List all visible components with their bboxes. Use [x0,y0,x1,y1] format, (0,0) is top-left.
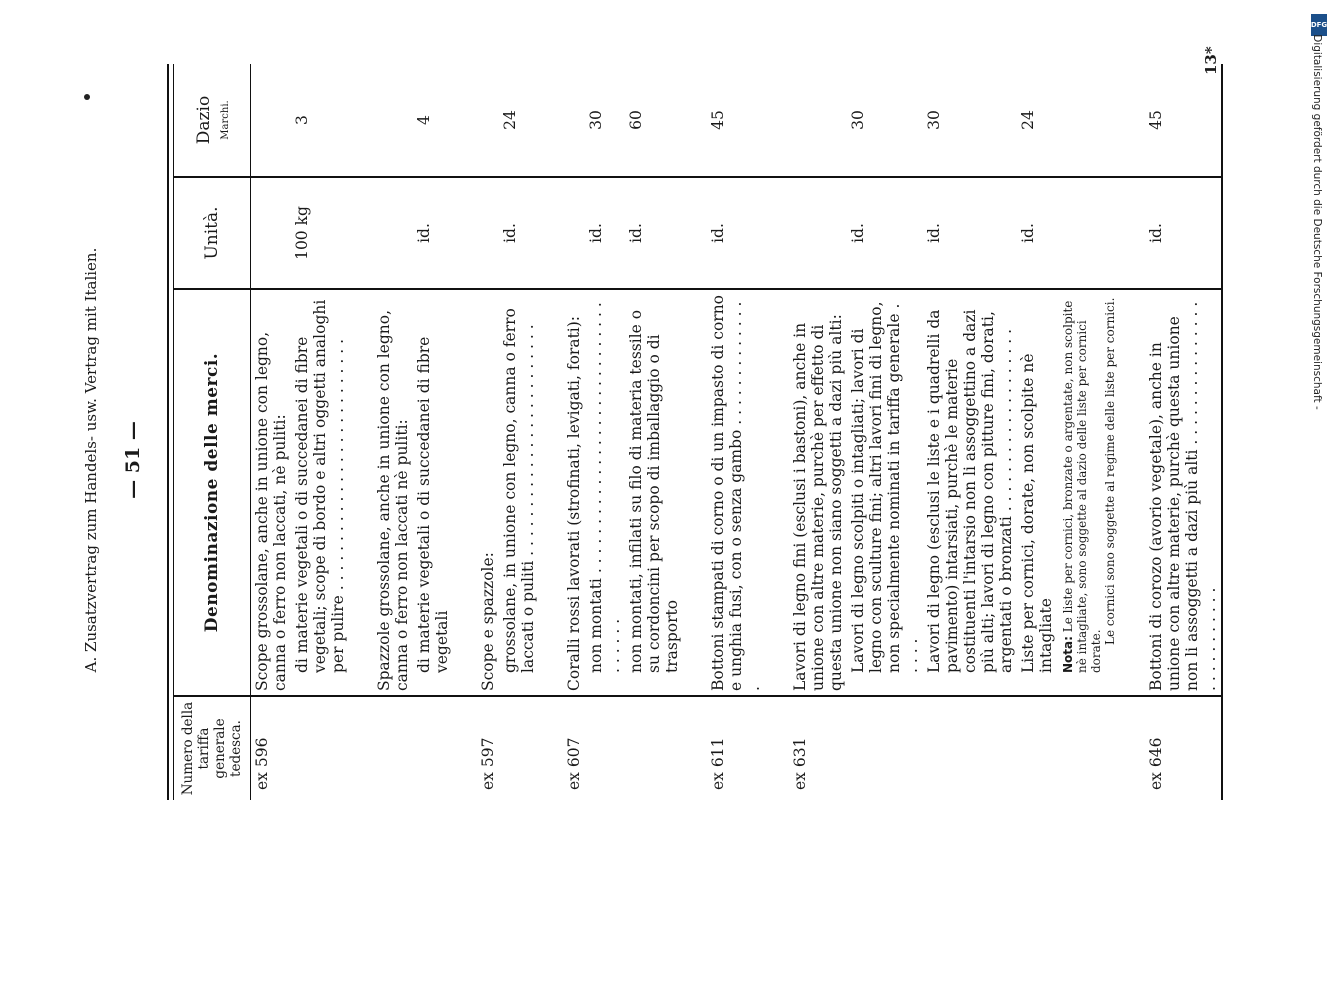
spacer-cell [453,289,477,696]
tariff-number: ex 597 [479,737,497,790]
duty-value: 30 [847,64,923,177]
spacer-cell [683,177,707,289]
running-head: A. Zusatzvertrag zum Handels- usw. Vertrag mit Italien. [82,247,100,673]
unit-value: id. [847,177,923,289]
duty-value [373,64,413,177]
goods-description: Scope grossolane, anche in unione con legno, canna o ferro non laccati, nè puliti: [251,289,292,696]
tariff-number [923,696,1017,800]
tariff-number [847,696,923,800]
unit-value [789,177,847,289]
unit-value [251,177,292,289]
duty-value: 30 [923,64,1017,177]
duty-value: 45 [707,64,765,177]
duty-value: 30 [585,64,625,177]
tariff-number: ex 607 [565,737,583,790]
header-number: Numero della tariffa generale tedesca. [174,696,251,800]
spacer-cell [765,64,789,177]
spacer-cell [349,289,373,696]
spacer-cell [683,289,707,696]
goods-description: Coralli rossi lavorati (strofinati, levigati, forati): [563,289,585,696]
duty-value [251,64,292,177]
footnote-mark: 13* [1202,46,1220,75]
header-unit: Unità. [174,177,251,289]
goods-description: Scope e spazzole: [477,289,499,696]
spacer-cell [453,177,477,289]
digitization-credit-sidebar [1307,6,1331,996]
row-spacer [453,64,477,800]
table-row [625,64,683,800]
tariff-number [413,696,453,800]
nota-empty-unit [1057,177,1121,289]
nota-text-2: Le cornici sono soggette al regime delle liste per cornici. [1103,297,1117,645]
spacer-cell [765,696,789,800]
table-row [585,64,625,800]
unit-value: id. [707,177,765,289]
goods-description: Lavori di legno fini (esclusi i bastoni), anche in unione con altre materie, purchè per effetto di questa unione non siano soggetti a dazi più alti: [789,289,847,696]
spacer-cell [1121,64,1145,177]
spacer-cell [349,696,373,800]
goods-description: Lavori di legno (esclusi le liste e i quadrelli da pavimento) intarsiati, purchè le materie costituenti l'intarsio non li assoggettino a dazi più alti; lavori di legno con pitture fini, dorati, argentati o bronzati . . . . . . . . . . . . . . . . . . . [923,289,1017,696]
tariff-number: ex 611 [709,737,727,790]
goods-description: di materie vegetali o di succedanei di fibre vegetali [413,289,453,696]
tariff-number: ex 646 [1145,696,1222,800]
tariff-number [373,696,413,800]
goods-description: Bottoni di corozo (avorio vegetale), anche in unione con altre materie, purchè questa unione non li assoggetti a dazi più alti . . . . . . . . . . . . . . . . . . . . . . . . . . [1145,289,1222,696]
goods-description: non montati, infilati su filo di materia tessile o su cordoncini per scopo di imballaggio o di trasporto [625,289,683,696]
unit-value [563,177,585,289]
duty-value: 45 [1145,64,1222,177]
spacer-cell [765,289,789,696]
duty-value: 24 [499,64,539,177]
tariff-number [585,696,625,800]
duty-value [789,64,847,177]
nota-cell [1057,289,1121,696]
table-top-rule [167,64,174,800]
table-row [1017,64,1057,800]
table-row [789,64,847,800]
unit-value: id. [499,177,539,289]
spacer-cell [453,64,477,177]
duty-value: 4 [413,64,453,177]
duty-value: 3 [291,64,349,177]
spacer-cell [539,177,563,289]
nota-row [1057,64,1121,800]
row-spacer [349,64,373,800]
goods-description: Bottoni stampati di corno o di un impasto di corno e unghia fusi, con o senza gambo . . . . . . . . . . . . . . [707,289,765,696]
goods-description: Liste per cornici, dorate, non scolpite nè intagliate [1017,289,1057,696]
unit-value: id. [585,177,625,289]
tariff-number [625,696,683,800]
spacer-cell [349,64,373,177]
goods-description: di materie vegetali o di succedanei di fibre vegetali; scope di bordo e altri oggetti analoghi per pulire . . . . . . . . . . . . . . . . . . . . . . . . . . [291,289,349,696]
spacer-cell [539,64,563,177]
row-spacer [765,64,789,800]
spacer-cell [1121,289,1145,696]
spacer-cell [765,177,789,289]
row-spacer [683,64,707,800]
spacer-cell [453,696,477,800]
goods-description: Lavori di legno scolpiti o intagliati; lavori di legno con sculture fini; altri lavori fini di legno, non specialmente nominati in tariffa generale . . . . . [847,289,923,696]
duty-value: 60 [625,64,683,177]
table-row [373,64,413,800]
dfg-logo-icon: DFG [1311,14,1327,36]
header-duty-currency: Marchi. [219,100,231,140]
table-row [923,64,1017,800]
table-row [291,64,349,800]
row-spacer [1121,64,1145,800]
table-row [563,64,585,800]
spacer-cell [539,289,563,696]
spacer-cell [683,64,707,177]
page-number: — 51 — [122,421,144,499]
unit-value: id. [923,177,1017,289]
goods-description: Spazzole grossolane, anche in unione con legno, canna o ferro non laccati nè puliti: [373,289,413,696]
unit-value: 100 kg [291,177,349,289]
spacer-cell [349,177,373,289]
table-row [413,64,453,800]
header-duty-label: Dazio [193,95,214,145]
duty-value: 24 [1017,64,1057,177]
nota-text: Le liste per cornici, bronzate o argentate, non scolpite nè intagliate, sono soggette al dazio delle liste per cornici dorate. [1061,300,1103,673]
spacer-cell [683,696,707,800]
tariff-number: ex 596 [253,737,271,790]
table-row [251,64,292,800]
nota-empty-num [1057,696,1121,800]
duty-value [477,64,499,177]
row-spacer [539,64,563,800]
table-row [499,64,539,800]
goods-description: non montati . . . . . . . . . . . . . . . . . . . . . . . . . . . . . . . . . . [585,289,625,696]
header-duty [174,64,251,177]
nota-empty-duty [1057,64,1121,177]
unit-value [477,177,499,289]
spacer-cell [1121,696,1145,800]
unit-value: id. [625,177,683,289]
header-denomination: Denominazione delle merci. [174,289,251,696]
tariff-table [167,64,1223,800]
unit-value: id. [1145,177,1222,289]
table-row [1145,64,1222,800]
table-row [847,64,923,800]
duty-value [563,64,585,177]
spacer-cell [1121,177,1145,289]
tariff-number [499,696,539,800]
unit-value [373,177,413,289]
table-header-row [174,64,251,800]
tariff-number [291,696,349,800]
goods-description: grossolane, in unione con legno, canna o ferro laccati o puliti . . . . . . . . . . . . . . . . . . . . . . . . [499,289,539,696]
digitization-credit-text: Digitalisierung gefördert durch die Deutsche Forschungsgemeinschaft - [1311,34,1323,410]
tariff-number: ex 631 [791,737,809,790]
unit-value: id. [1017,177,1057,289]
nota-label: Nota: [1061,636,1075,673]
tariff-number [1017,696,1057,800]
unit-value: id. [413,177,453,289]
spacer-cell [539,696,563,800]
table-row [477,64,499,800]
table-row [707,64,765,800]
